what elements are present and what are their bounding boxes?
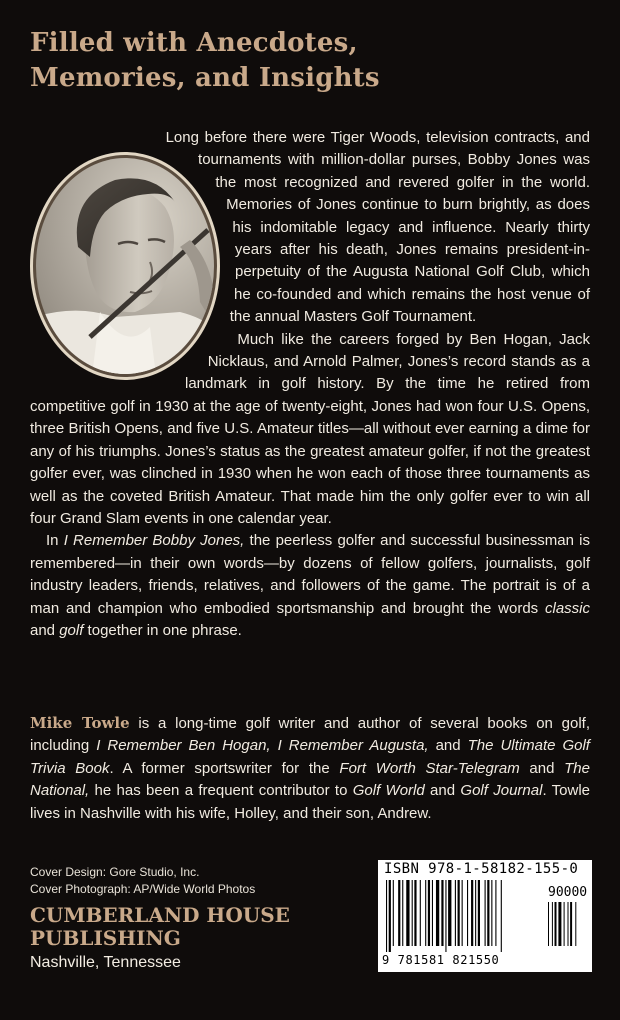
barcode-bar xyxy=(455,880,456,946)
text-fragment: the peerless golfer and successful businessman is remembered—in their own words—by dozens of fellow golfers, journalists, golf industry leaders, friends, relatives, and followers of the game. The portrait is of a man and champion who embodied sportsmanship and brought the words xyxy=(30,532,590,617)
barcode-bar xyxy=(389,880,391,952)
headline-line-2: Memories, and Insights xyxy=(30,63,380,93)
price-barcode-bar xyxy=(558,902,561,946)
text-fragment: . Towle lives in Nashville with his wife, Holley, and their son, Andrew. xyxy=(30,782,590,822)
barcode-bar xyxy=(436,880,439,946)
price-barcode-bar xyxy=(552,902,553,946)
emphasis-word: golf xyxy=(59,621,84,639)
publisher-city: Nashville, Tennessee xyxy=(30,954,181,971)
cover-design-credit: Cover Design: Gore Studio, Inc. xyxy=(30,865,200,879)
price-barcode-bar xyxy=(570,902,572,946)
price-barcode-bar xyxy=(564,902,565,946)
barcode-bar xyxy=(501,880,502,952)
publication-title: Golf World xyxy=(352,782,425,800)
book-title: I Remember Ben Hogan, I Remember Augusta, xyxy=(96,737,429,755)
barcode-bar xyxy=(406,880,409,946)
publication-title: The National, xyxy=(30,759,590,800)
author-name: Mike Towle xyxy=(30,714,130,732)
description-paragraph-1: Long before there were Tiger Woods, television contracts, and tournaments with million-dollar purses, Bobby Jones was the most recognized and revered golfer in the world. Memories of Jones continue to burn brightly, as does his indomitable legacy and influence. Nearly thirty years after his death, Jones remains president-in-perpetuity of the Augusta National Golf Club, which he co-founded and which remains the host venue of the annual Masters Golf Tournament. xyxy=(165,129,590,326)
author-bio xyxy=(30,712,590,825)
golfer-portrait-photo xyxy=(30,152,220,380)
text-fragment: and xyxy=(30,621,60,639)
headline-line-1: Filled with Anecdotes, xyxy=(30,28,358,58)
price-barcode-icon xyxy=(546,902,586,950)
barcode-bar xyxy=(441,880,443,946)
price-barcode-bar xyxy=(575,902,576,946)
barcode-bar xyxy=(386,880,387,952)
price-code: 90000 xyxy=(548,885,588,900)
barcode-bar xyxy=(478,880,480,946)
barcode-bar xyxy=(428,880,430,946)
isbn-number: ISBN 978-1-58182-155-0 xyxy=(384,861,579,877)
barcode-bar xyxy=(475,880,476,946)
barcode-bar xyxy=(432,880,433,946)
portrait-oval xyxy=(30,152,220,380)
barcode-bar xyxy=(487,880,489,946)
text-fragment: and xyxy=(519,759,565,777)
ean-digits: 9 781581 821550 xyxy=(382,953,500,967)
barcode-bar xyxy=(393,880,394,946)
barcode-bar xyxy=(485,880,486,946)
barcode-bar xyxy=(467,880,468,946)
cover-photo-credit: Cover Photograph: AP/Wide World Photos xyxy=(30,881,256,896)
barcode-bar xyxy=(398,880,400,946)
text-fragment: In xyxy=(46,532,64,550)
publisher-name xyxy=(30,904,290,950)
barcode-bar xyxy=(462,880,463,946)
barcode-bar xyxy=(425,880,426,946)
description-paragraph-2: Much like the careers forged by Ben Hogan, Jack Nicklaus, and Arnold Palmer, Jones’s record stands as a landmark in golf history. By the time he retired from competitive golf in 1930 at the age of twenty-eight, Jones had won four U.S. Opens, three British Opens, and five U.S. Amateur titles—all without ever earning a dime for any of his triumphs. Jones’s status as the greatest amateur golfer, if not the greatest golfer ever, was clinched in 1930 when he won each of those three tournaments as well as the coveted British Amateur. That made him the only golfer ever to win all four Grand Slam events in one calendar year. xyxy=(30,330,590,527)
isbn-barcode xyxy=(378,860,592,972)
barcode-bars-icon xyxy=(384,880,544,952)
price-barcode-bar xyxy=(568,902,569,946)
text-fragment: and xyxy=(428,737,468,755)
barcode-bar xyxy=(491,880,492,946)
book-title: The Ultimate Golf Trivia Book xyxy=(30,737,590,777)
text-fragment: is a long-time golf writer and author of several books on golf, including xyxy=(30,715,590,755)
barcode-bar xyxy=(471,880,473,946)
publication-title: Fort Worth Star-Telegram xyxy=(339,759,520,777)
barcode-bar xyxy=(402,880,403,946)
barcode-bar xyxy=(458,880,460,946)
book-title: I Remember Bobby Jones, xyxy=(63,532,245,550)
text-fragment: together in one phrase. xyxy=(83,621,242,639)
publication-title: Golf Journal xyxy=(460,782,543,800)
price-barcode-bar xyxy=(548,902,549,946)
text-fragment: . A former sportswriter for the xyxy=(109,759,340,777)
price-barcode-bar xyxy=(555,902,557,946)
barcode-bar xyxy=(445,880,446,952)
headline xyxy=(30,26,590,96)
publisher-line-1: CUMBERLAND HOUSE xyxy=(30,903,290,927)
barcode-bar xyxy=(414,880,416,946)
text-fragment: and xyxy=(424,782,461,800)
emphasis-word: classic xyxy=(544,599,590,617)
description-paragraph-3 xyxy=(30,530,590,642)
text-fragment: he has been a frequent contributor to xyxy=(89,782,353,800)
barcode-bar xyxy=(420,880,421,946)
barcode-bar xyxy=(412,880,413,946)
barcode-bar xyxy=(448,880,451,946)
cover-credits xyxy=(30,864,255,897)
publisher-line-2: PUBLISHING xyxy=(30,926,181,950)
barcode-bar xyxy=(495,880,496,946)
